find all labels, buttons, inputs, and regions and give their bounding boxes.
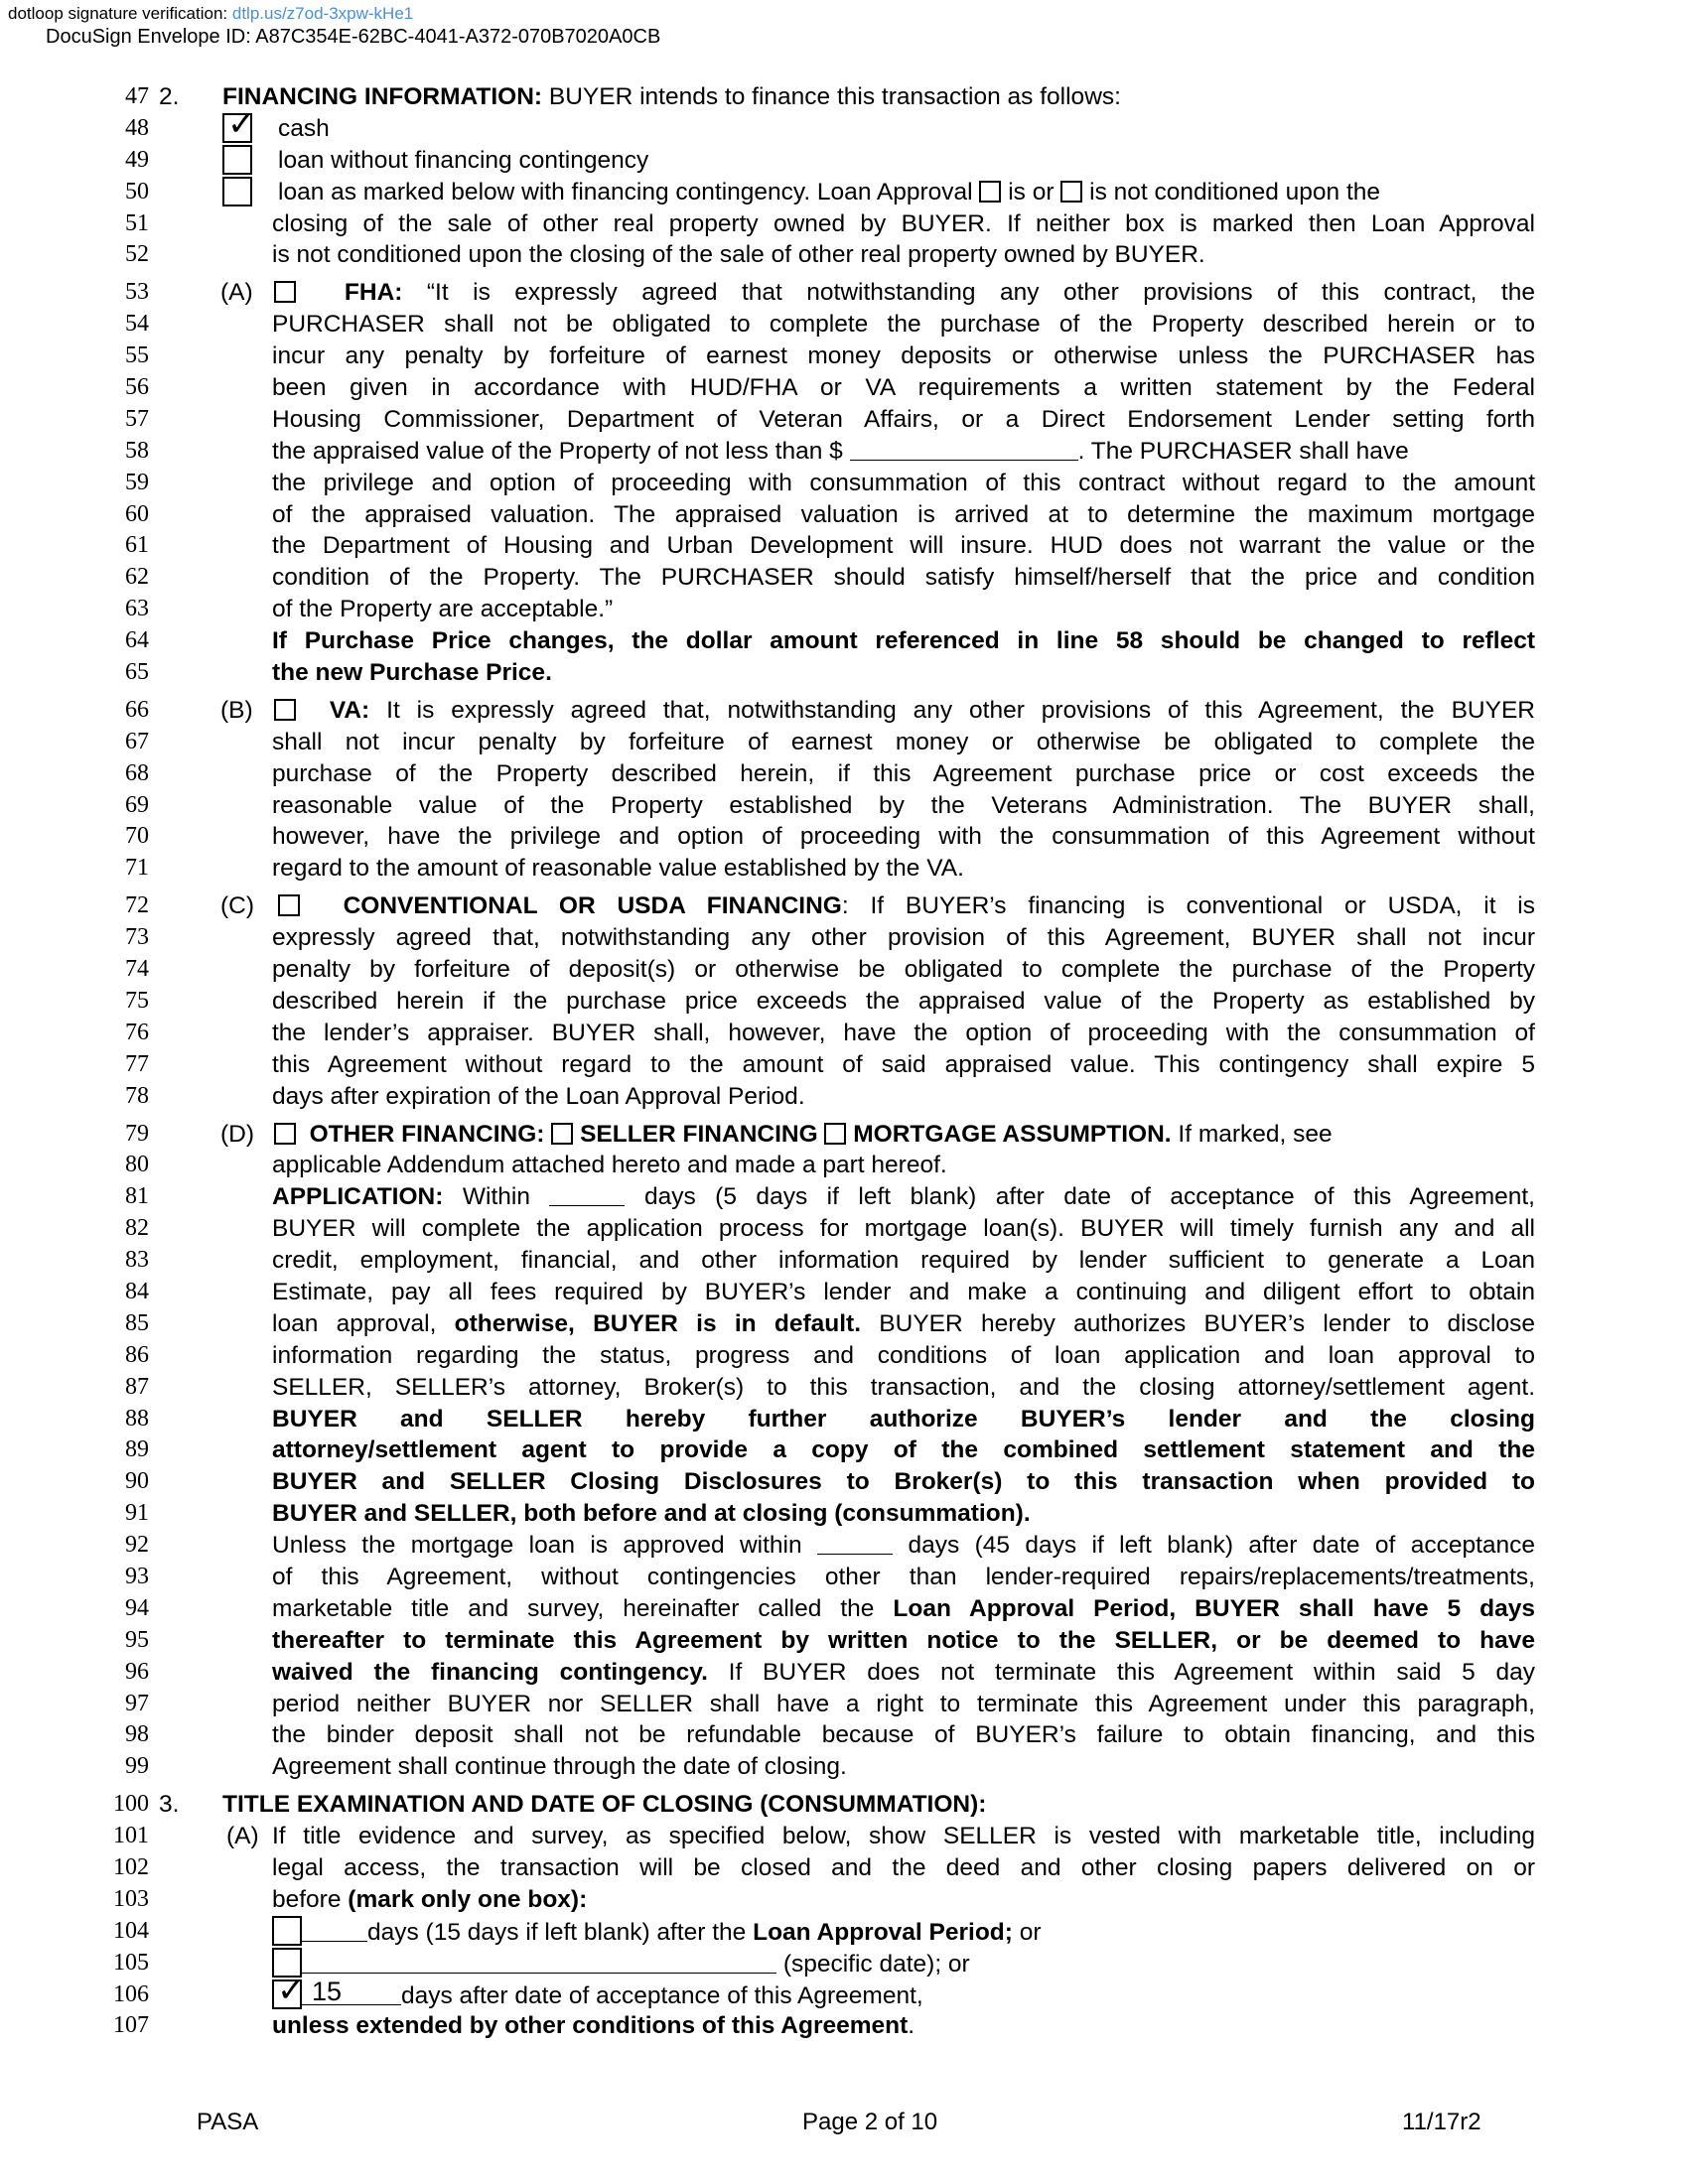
line-100 [0,1789,1688,1821]
line-72 [0,890,1688,922]
line-text: information regarding the status, progress and conditions of loan application and loan approval to [272,1341,1535,1369]
line-105 [0,1948,1688,1979]
line-text-bold: Loan Approval Period; [753,1918,1013,1946]
line-81 [0,1181,1688,1213]
mortgage-assumption-label: MORTGAGE ASSUMPTION. [853,1120,1172,1148]
line-number: 70 [125,823,149,850]
line-number: 47 [125,83,149,109]
line-75 [0,986,1688,1018]
line-102 [0,1852,1688,1884]
line-number: 91 [125,1500,149,1527]
line-text: BUYER will complete the application process for mortgage loan(s). BUYER will timely furnish any and all [272,1215,1535,1243]
line-50 [0,177,1688,208]
line-99 [0,1751,1688,1783]
subsection-label: (A) [220,279,253,307]
line-text: of the Property are acceptable.” [272,596,614,623]
line-number: 89 [125,1436,149,1463]
line-number: 101 [113,1823,149,1849]
line-text: days (5 days if left blank) after date of acceptance of this Agreement, [643,1183,1535,1211]
other-financing-checkbox[interactable] [274,1123,296,1145]
line-text: this Agreement without regard to the amount of said appraised value. This contingency shall expire 5 [272,1050,1535,1078]
line-number: 54 [125,311,149,338]
line-79 [0,1119,1688,1151]
line-text: of this Agreement, without contingencies other than lender-required repairs/replacements/treatments, [272,1563,1535,1590]
line-93 [0,1562,1688,1593]
line-text: or [1012,1918,1042,1946]
line-number: 75 [125,987,149,1014]
line-number: 74 [125,956,149,983]
section-number: 3. [159,1791,180,1819]
appraised-value-field[interactable] [850,438,1078,461]
line-number: 86 [125,1341,149,1368]
line-number: 57 [125,405,149,432]
line-number: 50 [125,178,149,205]
line-104 [0,1916,1688,1948]
line-text: days (15 days if left blank) after the [367,1918,754,1946]
section-number: 2. [159,83,180,110]
line-text: been given in accordance with HUD/FHA or VA requirements a written statement by the Federal [272,374,1535,402]
line-text: the lender’s appraiser. BUYER shall, however, have the option of proceeding with the consummation of [272,1019,1535,1046]
line-61 [0,530,1688,562]
line-101 [0,1821,1688,1852]
application-heading: APPLICATION: [272,1183,444,1211]
line-text: the appraised value of the Property of not less than $ [272,437,843,465]
footer-revision: 11/17r2 [1402,2109,1481,2135]
envelope-id: DocuSign Envelope ID: A87C354E-62BC-4041-A372-070B7020A0CB [46,26,661,48]
line-64 [0,625,1688,657]
subsection-label: (D) [220,1120,255,1148]
line-55 [0,341,1688,372]
line-text: . [908,2012,915,2040]
line-103 [0,1884,1688,1916]
line-text-bold: thereafter to terminate this Agreement by written notice to the SELLER, or be deemed to have [272,1626,1535,1654]
line-text: It is expressly agreed that, notwithstanding any other provisions of this Agreement, the BUYER [369,696,1535,724]
line-107 [0,2010,1688,2042]
line-number: 80 [125,1152,149,1178]
line-number: 92 [125,1532,149,1559]
line-text-bold: the new Purchase Price. [272,659,552,687]
subsection-label: (C) [220,892,255,920]
line-text: described herein if the purchase price exceeds the appraised value of the Property as established by [272,987,1535,1015]
line-number: 95 [125,1626,149,1653]
line-text: is not conditioned upon the closing of the sale of other real property owned by BUYER. [272,241,1205,269]
footer-page-number: Page 2 of 10 [802,2109,938,2135]
line-98 [0,1719,1688,1751]
line-number: 71 [125,855,149,882]
line-97 [0,1689,1688,1720]
line-text: of the appraised valuation. The appraised valuation is arrived at to determine the maximum mortgage [272,500,1535,528]
line-text-bold: unless extended by other conditions of this Agreement [272,2012,909,2040]
line-number: 81 [125,1183,149,1210]
after-loan-approval-checkbox[interactable] [272,1916,302,1946]
line-56 [0,372,1688,404]
line-text: the Department of Housing and Urban Development will insure. HUD does not warrant the value or the [272,532,1535,560]
line-text: regard to the amount of reasonable value established by the VA. [272,855,964,883]
line-text: loan approval, [272,1309,455,1337]
conventional-usda-checkbox[interactable] [278,894,300,916]
application-days-field[interactable] [549,1183,625,1206]
line-text-bold: BUYER and SELLER Closing Disclosures to Broker(s) to this transaction when provided to [272,1468,1535,1496]
line-text-bold: (mark only one box): [348,1885,588,1913]
loan-approval-is-checkbox[interactable] [979,181,1001,203]
line-number: 58 [125,437,149,464]
line-number: 78 [125,1082,149,1109]
va-checkbox[interactable] [274,699,296,721]
line-text-bold: If Purchase Price changes, the dollar amount referenced in line 58 should be changed to reflect [272,627,1535,655]
line-53 [0,277,1688,309]
line-text: If marked, see [1171,1120,1333,1148]
line-52 [0,239,1688,271]
mortgage-assumption-checkbox[interactable] [824,1123,846,1145]
days-value: 15 [312,1976,343,2006]
specific-date-field[interactable] [302,1951,776,1974]
line-number: 72 [125,892,149,919]
section-heading: FINANCING INFORMATION: [222,83,543,110]
days-after-acceptance-field[interactable] [302,1976,401,2006]
line-number: 85 [125,1309,149,1336]
line-text: If title evidence and survey, as specified below, show SELLER is vested with marketable title, including [272,1823,1535,1850]
line-text: Estimate, pay all fees required by BUYER’s lender and make a continuing and diligent effort to obtain [272,1278,1535,1305]
line-number: 100 [113,1791,149,1818]
line-text: closing of the sale of other real property owned by BUYER. If neither box is marked then Loan Approval [272,209,1535,237]
line-88 [0,1404,1688,1435]
line-106 [0,1971,1688,2011]
line-number: 84 [125,1278,149,1304]
line-number: 104 [113,1917,149,1944]
line-text: (specific date); or [782,1950,970,1978]
line-number: 97 [125,1690,149,1716]
checkmark-icon: ✓ [277,1971,306,2009]
line-number: 65 [125,659,149,686]
section-heading: TITLE EXAMINATION AND DATE OF CLOSING (CONSUMMATION): [222,1791,987,1819]
cash-checkbox[interactable] [222,104,256,143]
line-67 [0,727,1688,758]
line-text: BUYER hereby authorizes BUYER’s lender to disclose [861,1309,1535,1337]
line-82 [0,1213,1688,1245]
line-text: expressly agreed that, notwithstanding any other provision of this Agreement, BUYER shall not incur [272,924,1535,952]
line-84 [0,1277,1688,1308]
line-text: days after expiration of the Loan Approval Period. [272,1082,805,1110]
line-number: 53 [125,279,149,306]
line-text-bold: otherwise, BUYER is in default. [454,1309,862,1337]
line-number: 96 [125,1658,149,1685]
line-62 [0,562,1688,594]
line-number: 93 [125,1563,149,1589]
line-number: 83 [125,1247,149,1274]
line-text: condition of the Property. The PURCHASER should satisfy himself/herself that the price and condition [272,564,1535,592]
dotloop-link[interactable]: dtlp.us/z7od-3xpw-kHe1 [231,4,414,23]
line-54 [0,309,1688,341]
line-90 [0,1466,1688,1498]
line-number: 79 [125,1120,149,1147]
line-70 [0,821,1688,853]
line-number: 67 [125,728,149,754]
line-58 [0,436,1688,468]
line-text: applicable Addendum attached hereto and made a part hereof. [272,1152,947,1179]
line-text: “It is expressly agreed that notwithstanding any other provisions of this contract, the [402,279,1535,307]
line-number: 55 [125,342,149,369]
line-text: days after date of acceptance of this Agreement, [401,1981,923,2009]
line-73 [0,922,1688,954]
line-number: 98 [125,1721,149,1748]
line-59 [0,468,1688,499]
line-number: 106 [113,1980,149,2007]
line-text: BUYER intends to finance this transaction as follows: [542,83,1121,110]
line-number: 90 [125,1468,149,1495]
line-86 [0,1340,1688,1372]
line-94 [0,1593,1688,1625]
line-number: 66 [125,696,149,723]
subsection-heading: OTHER FINANCING: [309,1120,545,1148]
line-text: legal access, the transaction will be closed and the deed and other closing papers delivered on or [272,1853,1535,1881]
line-text: If BUYER does not terminate this Agreement within said 5 day [707,1658,1535,1686]
line-text: marketable title and survey, hereinafter called the [272,1594,894,1622]
line-number: 88 [125,1405,149,1432]
line-48 [0,104,1688,145]
line-text: cash [278,114,330,142]
subsection-label: (B) [220,696,253,724]
line-74 [0,954,1688,986]
line-number: 82 [125,1215,149,1242]
line-text: Housing Commissioner, Department of Veteran Affairs, or a Direct Endorsement Lender setting forth [272,405,1535,433]
line-number: 59 [125,469,149,495]
line-57 [0,404,1688,436]
line-91 [0,1498,1688,1530]
line-number: 56 [125,374,149,401]
line-number: 107 [113,2012,149,2039]
line-text-bold: Loan Approval Period, BUYER shall have 5 days [893,1594,1535,1622]
line-number: 49 [125,146,149,173]
line-63 [0,594,1688,625]
line-number: 48 [125,114,149,141]
subsection-heading: VA: [329,696,370,724]
line-95 [0,1625,1688,1657]
dotloop-verification [8,4,413,24]
line-89 [0,1434,1688,1466]
line-78 [0,1081,1688,1113]
line-text: the binder deposit shall not be refundable because of BUYER’s failure to obtain financing, and this [272,1721,1535,1749]
closing-days-field[interactable] [302,1919,367,1942]
line-text: PURCHASER shall not be obligated to complete the purchase of the Property described herein or to [272,311,1535,339]
document-body [0,81,1688,2042]
subsection-label: (A) [226,1823,259,1850]
line-68 [0,758,1688,790]
line-87 [0,1372,1688,1404]
footer-form-code: PASA [197,2109,259,2135]
line-text: Unless the mortgage loan is approved within [272,1532,802,1560]
line-69 [0,790,1688,822]
line-80 [0,1150,1688,1181]
checkmark-icon: ✓ [227,104,256,143]
line-49 [0,145,1688,177]
subsection-heading: FHA: [344,279,403,307]
line-text: the privilege and option of proceeding with consummation of this contract without regard to the amount [272,469,1535,496]
subsection-heading: CONVENTIONAL OR USDA FINANCING [343,892,842,920]
line-65 [0,657,1688,689]
loan-approval-days-field[interactable] [817,1532,893,1555]
line-text: reasonable value of the Property established by the Veterans Administration. The BUYER shall, [272,791,1535,819]
line-text: before [272,1885,349,1913]
line-51 [0,208,1688,240]
line-85 [0,1308,1688,1340]
line-number: 62 [125,564,149,591]
line-96 [0,1657,1688,1689]
line-number: 103 [113,1885,149,1912]
line-number: 87 [125,1373,149,1400]
dotloop-label: dotloop signature verification: [8,4,228,23]
line-77 [0,1049,1688,1081]
line-number: 73 [125,924,149,951]
days-after-acceptance-checkbox[interactable] [272,1971,306,2009]
line-text: SELLER, SELLER’s attorney, Broker(s) to this transaction, and the closing attorney/settlement agent. [272,1373,1535,1401]
line-text-bold: BUYER and SELLER hereby further authorize BUYER’s lender and the closing [272,1405,1535,1433]
line-number: 76 [125,1019,149,1045]
line-text: credit, employment, financial, and other information required by lender sufficient to generate a Loan [272,1247,1535,1275]
line-92 [0,1530,1688,1562]
line-66 [0,695,1688,727]
line-text: is or [1008,178,1055,205]
line-text: : If BUYER’s financing is conventional or USDA, it is [841,892,1535,920]
line-number: 63 [125,596,149,622]
line-number: 61 [125,532,149,559]
line-text-bold: attorney/settlement agent to provide a copy of the combined settlement statement and the [272,1436,1535,1464]
line-number: 105 [113,1949,149,1976]
loan-approval-is-not-checkbox[interactable] [1060,181,1082,203]
line-text-bold: waived the financing contingency. [272,1658,708,1686]
line-number: 64 [125,627,149,654]
line-number: 60 [125,500,149,527]
loan-with-contingency-checkbox[interactable] [222,177,252,206]
line-text: Within [443,1183,530,1211]
line-71 [0,853,1688,885]
seller-financing-checkbox[interactable] [551,1123,573,1145]
line-number: 52 [125,241,149,268]
line-text: penalty by forfeiture of deposit(s) or otherwise be obligated to complete the purchase of the Property [272,956,1535,984]
line-number: 69 [125,791,149,818]
line-text: . The PURCHASER shall have [1077,437,1409,465]
seller-financing-label: SELLER FINANCING [580,1120,818,1148]
line-number: 102 [113,1853,149,1880]
line-text: is not conditioned upon the [1089,178,1381,205]
line-text: loan without financing contingency [278,146,649,174]
line-83 [0,1245,1688,1277]
line-text: Agreement shall continue through the date of closing. [272,1753,847,1781]
line-number: 99 [125,1753,149,1780]
line-60 [0,499,1688,531]
line-text: incur any penalty by forfeiture of earnest money deposits or otherwise unless the PURCHASER has [272,342,1535,370]
line-number: 94 [125,1594,149,1621]
line-text: period neither BUYER nor SELLER shall have a right to terminate this Agreement under this paragraph, [272,1690,1535,1717]
loan-without-contingency-checkbox[interactable] [222,145,252,175]
line-text: days (45 days if left blank) after date of acceptance [908,1532,1536,1560]
line-76 [0,1018,1688,1049]
line-text: however, have the privilege and option of proceeding with the consummation of this Agreement without [272,823,1535,851]
line-text: shall not incur penalty by forfeiture of earnest money or otherwise be obligated to complete the [272,728,1535,755]
line-number: 68 [125,759,149,786]
fha-checkbox[interactable] [274,281,296,303]
line-text: loan as marked below with financing contingency. Loan Approval [278,178,973,205]
line-number: 77 [125,1050,149,1077]
line-text-bold: BUYER and SELLER, both before and at closing (consummation). [272,1500,1031,1528]
line-text: purchase of the Property described herein, if this Agreement purchase price or cost exceeds the [272,759,1535,787]
line-number: 51 [125,209,149,236]
